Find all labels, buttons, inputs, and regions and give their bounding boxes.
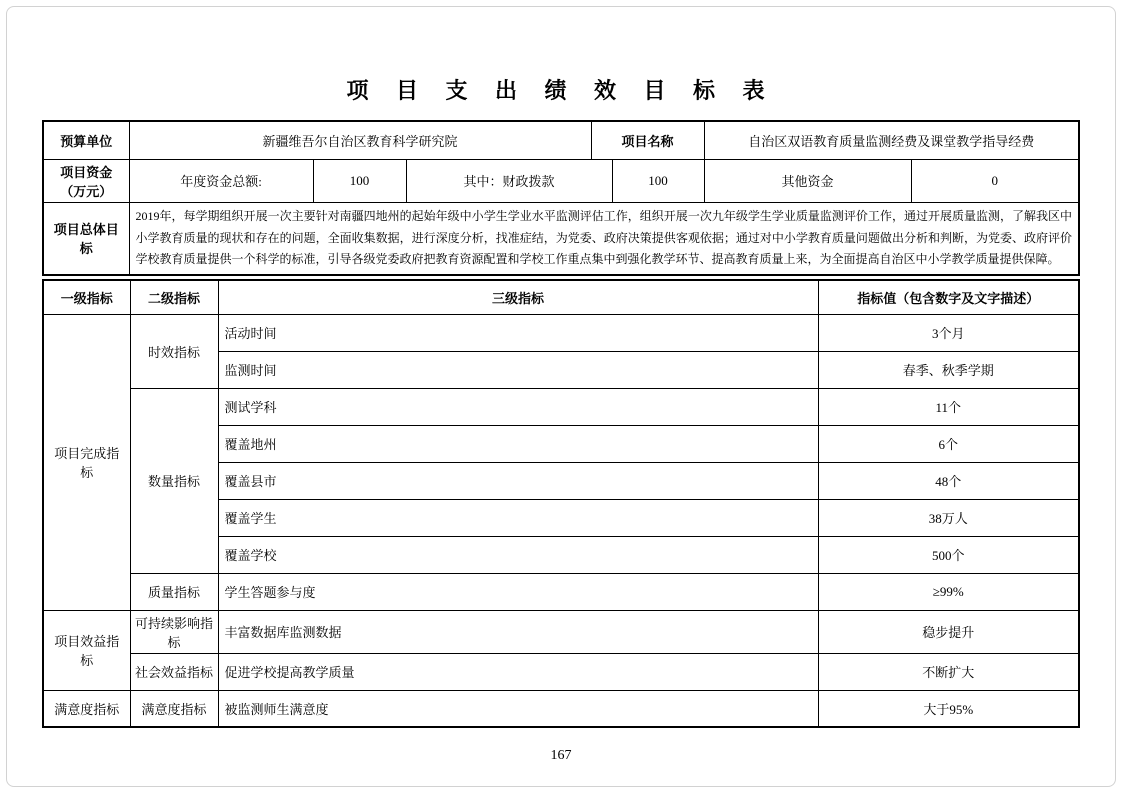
annual-total-label: 年度资金总额:: [129, 159, 313, 202]
level3-cell: 活动时间: [218, 314, 818, 351]
level2-cell: 时效指标: [130, 314, 218, 388]
value-cell: 11个: [818, 388, 1079, 425]
header-level2: 二级指标: [130, 280, 218, 314]
header-level3: 三级指标: [218, 280, 818, 314]
project-name-value: 自治区双语教育质量监测经费及课堂教学指导经费: [704, 121, 1079, 159]
header-level1: 一级指标: [43, 280, 130, 314]
budget-unit-value: 新疆维吾尔自治区教育科学研究院: [129, 121, 591, 159]
table-row: [43, 690, 1079, 727]
table-row: [43, 388, 1079, 425]
table-row: [43, 653, 1079, 690]
document-title: 项 目 支 出 绩 效 目 标 表: [346, 78, 776, 103]
level3-cell: 覆盖学生: [218, 499, 818, 536]
level3-cell: 促进学校提高教学质量: [218, 653, 818, 690]
value-cell: 春季、秋季学期: [818, 351, 1079, 388]
budget-unit-label: 预算单位: [43, 121, 129, 159]
table-row: [43, 314, 1079, 351]
other-funds-value: 0: [911, 159, 1079, 202]
level3-cell: 测试学科: [218, 388, 818, 425]
value-cell: 稳步提升: [818, 610, 1079, 653]
overall-goal-label: 项目总体目标: [43, 202, 129, 275]
header-value: 指标值（包含数字及文字描述）: [818, 280, 1079, 314]
level2-cell: 数量指标: [130, 388, 218, 573]
indicators-table: [42, 279, 1080, 728]
value-cell: 6个: [818, 425, 1079, 462]
level3-cell: 覆盖地州: [218, 425, 818, 462]
level3-cell: 覆盖县市: [218, 462, 818, 499]
level1-cell: 满意度指标: [43, 690, 130, 727]
level3-cell: 丰富数据库监测数据: [218, 610, 818, 653]
value-cell: 不断扩大: [818, 653, 1079, 690]
level2-cell: 社会效益指标: [130, 653, 218, 690]
overall-goal-text: 2019年，每学期组织开展一次主要针对南疆四地州的起始年级中小学生学业水平监测评估工作，组织开展一次九年级学生学业质量监测评价工作，通过开展质量监测，了解我区中小学教育质量的现状和存在的问题，全面收集数据，进行深度分析，找准症结，为党委、政府决策提供客观依据；通过对中小学教育质量问题做出分析和判断，为党委、政府评价学校教育质量提供一个科学的标准，引导各级党委政府把教育资源配置和学校工作重点集中到强化教学环节、提高教育质量上来，为全面提高自治区中小学教学质量提供保障。: [129, 202, 1079, 275]
project-name-label: 项目名称: [591, 121, 704, 159]
value-cell: ≥99%: [818, 573, 1079, 610]
value-cell: 38万人: [818, 499, 1079, 536]
value-cell: 大于95%: [818, 690, 1079, 727]
value-cell: 3个月: [818, 314, 1079, 351]
page-number: 167: [550, 748, 572, 763]
level3-cell: 被监测师生满意度: [218, 690, 818, 727]
level1-cell: 项目效益指标: [43, 610, 130, 690]
level2-cell: 质量指标: [130, 573, 218, 610]
other-funds-label: 其他资金: [704, 159, 911, 202]
project-info-table: [42, 120, 1080, 276]
table-row: [43, 573, 1079, 610]
value-cell: 500个: [818, 536, 1079, 573]
fiscal-allocation-label: 其中：财政拨款: [406, 159, 612, 202]
fiscal-allocation-value: 100: [612, 159, 704, 202]
level3-cell: 监测时间: [218, 351, 818, 388]
level1-cell: 项目完成指标: [43, 314, 130, 610]
level3-cell: 学生答题参与度: [218, 573, 818, 610]
level2-cell: 可持续影响指标: [130, 610, 218, 653]
level2-cell: 满意度指标: [130, 690, 218, 727]
table-row: [43, 610, 1079, 653]
annual-total-value: 100: [313, 159, 406, 202]
project-funds-label: 项目资金（万元）: [43, 159, 129, 202]
level3-cell: 覆盖学校: [218, 536, 818, 573]
value-cell: 48个: [818, 462, 1079, 499]
